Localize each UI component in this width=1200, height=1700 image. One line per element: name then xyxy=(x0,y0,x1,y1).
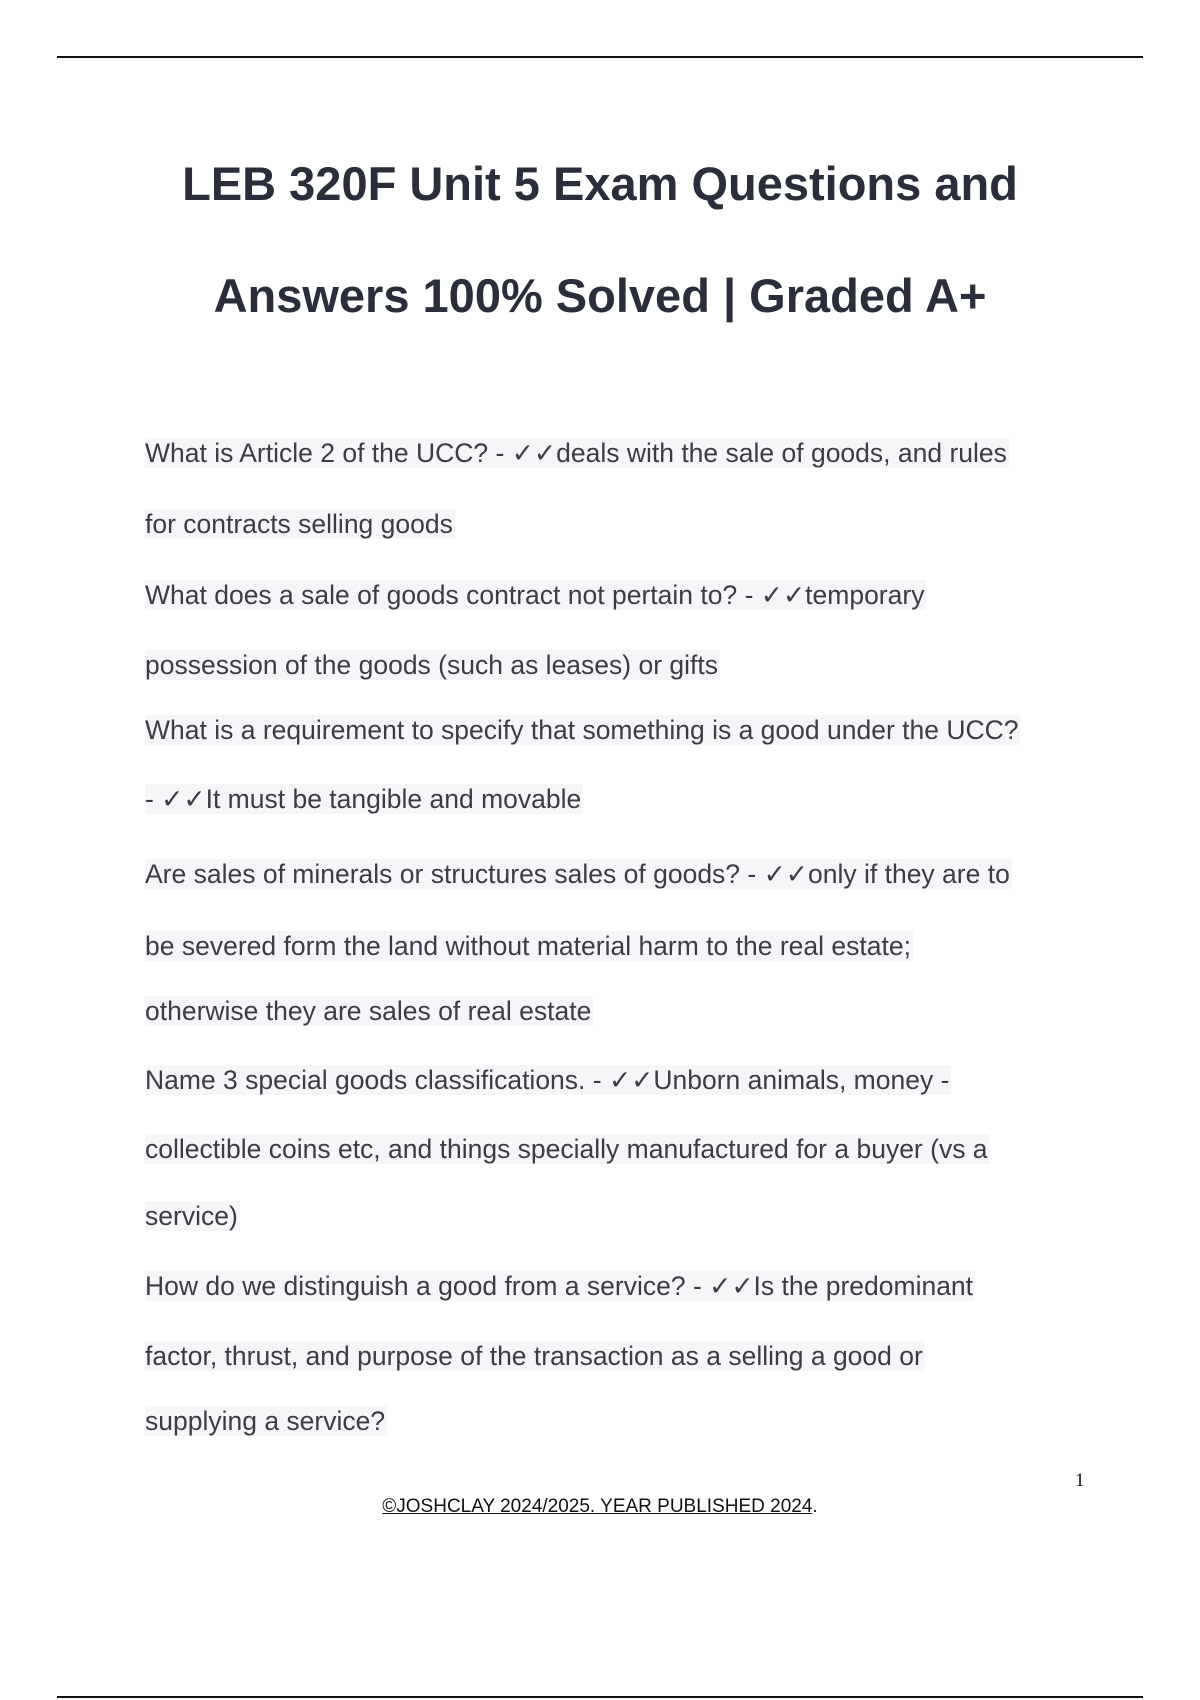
text-line xyxy=(145,646,720,684)
text-line xyxy=(145,927,913,965)
line-text: What is Article 2 of the UCC? - ✓✓deals with the sale of goods, and rules xyxy=(145,438,1007,468)
line-text: supplying a service? xyxy=(145,1406,386,1436)
text-line xyxy=(145,1337,925,1375)
bottom-rule xyxy=(57,1696,1143,1698)
text-line xyxy=(145,505,455,543)
text-line xyxy=(145,1061,951,1099)
footer-period: . xyxy=(812,1496,818,1517)
text-line xyxy=(145,1197,240,1235)
text-line xyxy=(145,576,926,614)
line-text: be severed form the land without material harm to the real estate; xyxy=(145,931,911,961)
text-line xyxy=(145,1130,990,1168)
text-line xyxy=(145,992,593,1030)
text-line xyxy=(145,780,583,818)
document-title: LEB 320F Unit 5 Exam Questions and Answers 100% Solved | Graded A+ xyxy=(182,157,1018,322)
line-text: How do we distinguish a good from a service? - ✓✓Is the predominant xyxy=(145,1271,974,1301)
line-text: for contracts selling goods xyxy=(145,509,453,539)
footer-text: ©JOSHCLAY 2024/2025. YEAR PUBLISHED 2024 xyxy=(382,1496,813,1517)
line-text: Are sales of minerals or structures sales of goods? - ✓✓only if they are to xyxy=(145,859,1010,889)
line-text: otherwise they are sales of real estate xyxy=(145,996,592,1026)
top-rule xyxy=(57,56,1143,58)
text-line xyxy=(145,1402,387,1440)
line-text: Name 3 special goods classifications. - ✓✓Unborn animals, money - xyxy=(145,1065,950,1095)
page-number: 1 xyxy=(1075,1470,1085,1491)
line-text: What is a requirement to specify that something is a good under the UCC? xyxy=(145,715,1019,745)
text-line xyxy=(145,434,1009,472)
text-line xyxy=(145,855,1012,893)
line-text: possession of the goods (such as leases) or gifts xyxy=(145,650,718,680)
text-line xyxy=(145,711,1020,749)
line-text: What does a sale of goods contract not pertain to? - ✓✓temporary xyxy=(145,580,925,610)
line-text: collectible coins etc, and things specially manufactured for a buyer (vs a xyxy=(145,1134,988,1164)
line-text: service) xyxy=(145,1201,238,1231)
text-line xyxy=(145,1267,975,1305)
footer-copyright xyxy=(0,1496,1200,1518)
line-text: factor, thrust, and purpose of the transaction as a selling a good or xyxy=(145,1341,923,1371)
line-text: - ✓✓It must be tangible and movable xyxy=(145,784,582,814)
